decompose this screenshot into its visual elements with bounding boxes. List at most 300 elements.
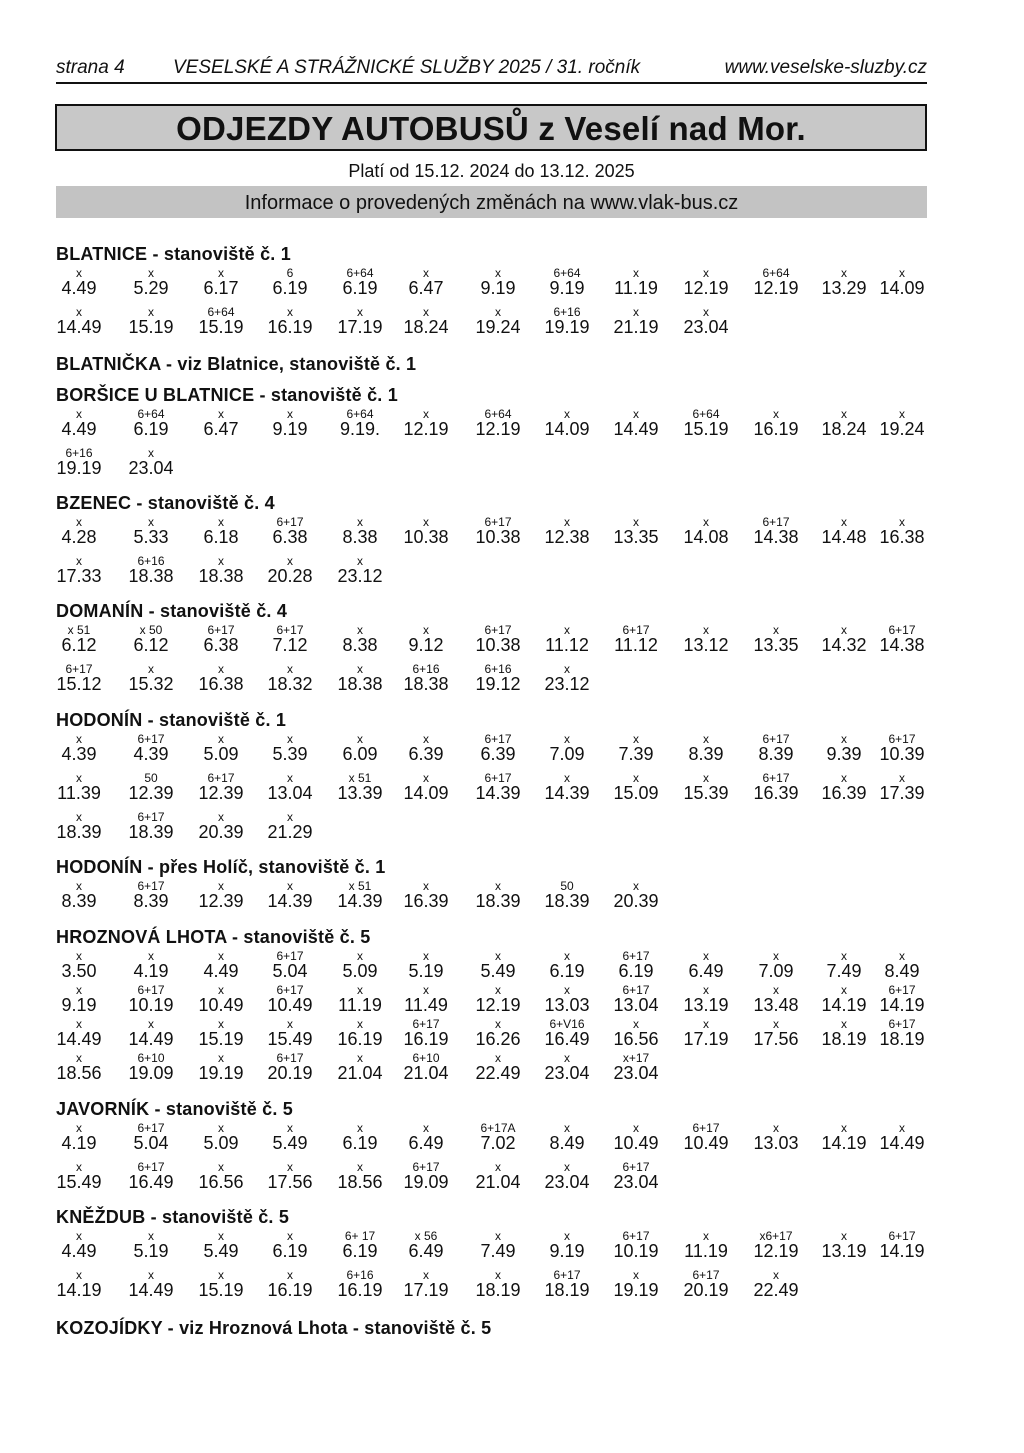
departure-time: 20.19	[683, 1280, 729, 1300]
departure-note: 6+17	[762, 515, 790, 529]
departure-time: 16.39	[821, 783, 867, 803]
departure-note: x	[841, 515, 847, 529]
departure-time: 15.49	[267, 1029, 313, 1049]
departure-note: 6+17	[762, 771, 790, 785]
departure-time: 23.04	[613, 1172, 659, 1192]
departure-note: 6+17	[622, 983, 650, 997]
departure-time: 6.19	[342, 1241, 378, 1261]
departure-note: 6+64	[484, 407, 512, 421]
departure-time: 14.48	[821, 527, 867, 547]
departure-note: x	[703, 515, 709, 529]
departure-note: x	[423, 949, 429, 963]
departure-time: 13.35	[753, 635, 799, 655]
departure-note: 6+17	[137, 879, 165, 893]
page-number: strana 4	[56, 57, 125, 78]
departure-note: x 51	[348, 771, 372, 785]
stop-heading: HODONÍN - přes Holíč, stanoviště č. 1	[56, 857, 386, 877]
departure-time: 17.19	[683, 1029, 729, 1049]
departure-time: 11.39	[57, 783, 101, 803]
departure-note: x	[287, 1160, 293, 1174]
departure-time: 8.39	[758, 744, 794, 764]
departure-time: 19.09	[403, 1172, 449, 1192]
departure-time: 8.38	[342, 635, 378, 655]
departure-time: 5.04	[272, 961, 308, 981]
departure-time: 13.12	[683, 635, 729, 655]
departure-time: 16.49	[128, 1172, 174, 1192]
departure-time: 14.09	[544, 419, 590, 439]
departure-time: 4.49	[61, 419, 97, 439]
departure-note: x	[899, 1121, 905, 1135]
departure-time: 5.04	[133, 1133, 169, 1153]
departure-time: 8.49	[884, 961, 920, 981]
departure-time: 10.19	[613, 1241, 659, 1261]
departure-note: x	[76, 515, 82, 529]
departure-time: 8.39	[133, 891, 169, 911]
departure-note: x	[423, 983, 429, 997]
departure-note: 6+17	[622, 1229, 650, 1243]
departure-note: x	[287, 1121, 293, 1135]
departure-note: x	[773, 1121, 779, 1135]
departure-note: 6+17	[137, 732, 165, 746]
departure-note: x	[423, 515, 429, 529]
departure-time: 23.04	[683, 317, 729, 337]
departure-time: 18.32	[267, 674, 313, 694]
departure-time: 4.39	[61, 744, 97, 764]
departure-note: x	[703, 983, 709, 997]
departure-time: 23.04	[128, 458, 174, 478]
departure-time: 8.49	[549, 1133, 585, 1153]
departure-note: x	[218, 266, 224, 280]
departure-note: 6+17	[692, 1121, 720, 1135]
departure-note: x	[495, 1017, 501, 1031]
departure-note: 6+17	[888, 1229, 916, 1243]
departure-note: 6+16	[65, 446, 93, 460]
departure-time: 14.49	[128, 1280, 174, 1300]
departure-time: 5.33	[133, 527, 169, 547]
departure-note: x	[703, 623, 709, 637]
departure-note: 6+17	[888, 983, 916, 997]
departure-note: x	[76, 810, 82, 824]
departure-time: 11.12	[545, 635, 589, 655]
departure-time: 13.39	[337, 783, 383, 803]
departure-note: x	[633, 1268, 639, 1282]
departure-time: 10.38	[475, 527, 521, 547]
departure-note: x	[423, 771, 429, 785]
departure-note: x	[76, 879, 82, 893]
departure-note: x	[703, 1017, 709, 1031]
departure-note: 6+64	[692, 407, 720, 421]
departure-time: 15.19	[683, 419, 729, 439]
departure-note: x	[148, 949, 154, 963]
departure-time: 15.09	[613, 783, 659, 803]
departure-time: 15.19	[128, 317, 174, 337]
departure-note: x	[703, 1229, 709, 1243]
departure-note: x	[495, 305, 501, 319]
departure-note: x	[564, 515, 570, 529]
stop-heading: KNĚŽDUB - stanoviště č. 5	[56, 1207, 290, 1227]
departure-note: x	[148, 515, 154, 529]
departure-time: 14.19	[879, 995, 925, 1015]
departure-time: 5.49	[203, 1241, 239, 1261]
departure-note: 6	[286, 266, 294, 280]
departure-note: x	[287, 305, 293, 319]
departure-time: 11.49	[404, 995, 448, 1015]
departure-time: 4.49	[61, 278, 97, 298]
departure-time: 6.18	[203, 527, 239, 547]
departure-time: 9.39	[826, 744, 862, 764]
departure-note: 50	[144, 771, 158, 785]
page-title: ODJEZDY AUTOBUSŮ z Veselí nad Mor.	[55, 104, 927, 151]
departure-time: 15.19	[198, 317, 244, 337]
departure-time: 20.28	[267, 566, 313, 586]
departure-note: x	[76, 266, 82, 280]
departure-note: x	[148, 305, 154, 319]
departure-note: 6+17	[622, 1160, 650, 1174]
departure-note: x	[633, 1017, 639, 1031]
departure-note: x 51	[67, 623, 91, 637]
departure-time: 23.04	[544, 1172, 590, 1192]
departure-time: 11.12	[614, 635, 658, 655]
departure-time: 18.38	[198, 566, 244, 586]
departure-note: 6+17	[484, 732, 512, 746]
departure-note: 6+17	[276, 515, 304, 529]
departure-time: 14.39	[337, 891, 383, 911]
departure-note: x	[76, 407, 82, 421]
departure-note: x	[218, 1229, 224, 1243]
departure-time: 14.08	[683, 527, 729, 547]
departure-time: 14.38	[753, 527, 799, 547]
departure-note: 6+17	[207, 623, 235, 637]
departure-time: 23.12	[544, 674, 590, 694]
departure-time: 6.49	[688, 961, 724, 981]
departure-time: 14.19	[879, 1241, 925, 1261]
departure-note: x	[357, 554, 363, 568]
departure-note: x	[633, 305, 639, 319]
departure-note: 6+17A	[480, 1121, 516, 1135]
stop-heading: BLATNIČKA - viz Blatnice, stanoviště č. 1	[56, 354, 417, 374]
stop-heading: DOMANÍN - stanoviště č. 4	[56, 601, 288, 621]
departure-time: 10.19	[128, 995, 174, 1015]
departure-time: 21.29	[267, 822, 313, 842]
departure-time: 10.49	[683, 1133, 729, 1153]
stop-heading: HROZNOVÁ LHOTA - stanoviště č. 5	[56, 927, 371, 947]
departure-note: x	[218, 949, 224, 963]
departure-note: x	[218, 1121, 224, 1135]
departure-note: x	[423, 1268, 429, 1282]
departure-note: x	[357, 949, 363, 963]
departure-note: x	[899, 949, 905, 963]
departure-time: 14.39	[267, 891, 313, 911]
departure-time: 17.39	[879, 783, 925, 803]
departure-note: x	[218, 515, 224, 529]
departure-time: 11.19	[614, 278, 658, 298]
departure-time: 13.29	[821, 278, 867, 298]
departure-note: x	[564, 623, 570, 637]
departure-note: x	[218, 1160, 224, 1174]
departure-time: 13.19	[821, 1241, 867, 1261]
departure-time: 6.49	[408, 1241, 444, 1261]
departure-note: x	[76, 1160, 82, 1174]
departure-time: 18.39	[56, 822, 102, 842]
departure-note: x	[218, 879, 224, 893]
departure-time: 7.09	[758, 961, 794, 981]
departure-note: 6+17	[553, 1268, 581, 1282]
departure-note: x	[423, 305, 429, 319]
departure-note: x	[218, 407, 224, 421]
departure-time: 23.04	[613, 1063, 659, 1083]
departure-note: x	[287, 554, 293, 568]
departure-note: 6+64	[762, 266, 790, 280]
departure-note: x	[148, 1229, 154, 1243]
departure-time: 17.19	[337, 317, 383, 337]
departure-note: x	[423, 407, 429, 421]
departure-note: 6+17	[276, 983, 304, 997]
departure-note: x	[841, 949, 847, 963]
departure-time: 4.19	[133, 961, 169, 981]
departure-note: x	[633, 732, 639, 746]
departure-time: 19.24	[879, 419, 925, 439]
departure-time: 6.19	[549, 961, 585, 981]
departure-time: 14.32	[821, 635, 867, 655]
departure-time: 6.09	[342, 744, 378, 764]
departure-note: x	[495, 1051, 501, 1065]
departure-time: 14.39	[544, 783, 590, 803]
departure-note: x	[76, 305, 82, 319]
departure-time: 16.19	[267, 1280, 313, 1300]
departure-note: x	[218, 1268, 224, 1282]
departure-note: x	[423, 879, 429, 893]
departure-time: 12.38	[544, 527, 590, 547]
stop-heading: BZENEC - stanoviště č. 4	[56, 493, 275, 513]
departure-time: 5.09	[203, 744, 239, 764]
departure-note: 6+16	[412, 662, 440, 676]
departure-time: 15.19	[198, 1029, 244, 1049]
departure-time: 12.19	[753, 278, 799, 298]
departure-time: 18.38	[128, 566, 174, 586]
stop-heading: JAVORNÍK - stanoviště č. 5	[56, 1099, 293, 1119]
departure-note: 6+ 17	[344, 1229, 376, 1243]
departure-time: 3.50	[61, 961, 97, 981]
departure-note: x	[841, 983, 847, 997]
departure-time: 14.49	[879, 1133, 925, 1153]
departure-note: 6+17	[484, 515, 512, 529]
departure-time: 8.38	[342, 527, 378, 547]
departure-note: 6+16	[553, 305, 581, 319]
departure-note: 6+17	[622, 949, 650, 963]
publication-title: VESELSKÉ A STRÁŽNICKÉ SLUŽBY 2025 / 31. ročník	[173, 57, 641, 78]
departure-time: 16.56	[198, 1172, 244, 1192]
departure-time: 10.49	[267, 995, 313, 1015]
stop-heading: HODONÍN - stanoviště č. 1	[56, 710, 287, 730]
departure-note: x	[773, 949, 779, 963]
departure-time: 5.19	[408, 961, 444, 981]
departure-time: 23.12	[337, 566, 383, 586]
departure-note: x	[495, 1229, 501, 1243]
departure-note: x	[495, 266, 501, 280]
departure-time: 21.04	[475, 1172, 521, 1192]
departure-note: 6+17	[65, 662, 93, 676]
departure-note: x	[357, 662, 363, 676]
departure-time: 16.49	[544, 1029, 590, 1049]
departure-time: 6.38	[272, 527, 308, 547]
departure-time: 18.19	[821, 1029, 867, 1049]
departure-time: 6.38	[203, 635, 239, 655]
departure-time: 9.19	[549, 278, 585, 298]
departure-time: 14.49	[613, 419, 659, 439]
departure-note: x	[841, 1229, 847, 1243]
departure-note: x	[287, 1229, 293, 1243]
departure-time: 22.49	[753, 1280, 799, 1300]
departure-time: 14.38	[879, 635, 925, 655]
departure-time: 5.19	[133, 1241, 169, 1261]
departure-note: x	[357, 305, 363, 319]
departure-note: x	[773, 983, 779, 997]
departure-time: 13.03	[544, 995, 590, 1015]
departure-time: 8.39	[61, 891, 97, 911]
departure-note: 6+17	[888, 732, 916, 746]
departure-note: x	[495, 1268, 501, 1282]
departure-note: 6+64	[346, 407, 374, 421]
departure-time: 10.49	[613, 1133, 659, 1153]
departure-time: 12.19	[403, 419, 449, 439]
departure-time: 5.49	[272, 1133, 308, 1153]
departure-note: x	[564, 1051, 570, 1065]
departure-note: x	[495, 1160, 501, 1174]
departure-note: 6+V16	[549, 1017, 585, 1031]
departure-note: x	[423, 732, 429, 746]
departure-note: x	[564, 1121, 570, 1135]
departure-time: 15.49	[56, 1172, 102, 1192]
departure-time: 12.39	[198, 891, 244, 911]
departure-time: 4.49	[61, 1241, 97, 1261]
departure-time: 16.19	[337, 1029, 383, 1049]
departure-note: x	[841, 1017, 847, 1031]
validity-period: Platí od 15.12. 2024 do 13.12. 2025	[348, 161, 635, 181]
departure-time: 12.19	[475, 419, 521, 439]
departure-note: 6+17	[622, 623, 650, 637]
departure-note: x	[218, 1051, 224, 1065]
departure-time: 4.28	[61, 527, 97, 547]
departure-time: 7.49	[480, 1241, 516, 1261]
departure-time: 6.39	[480, 744, 516, 764]
departure-note: x	[703, 771, 709, 785]
departure-time: 7.49	[826, 961, 862, 981]
departure-note: x	[218, 732, 224, 746]
departure-note: 6+16	[484, 662, 512, 676]
departure-note: x	[76, 1268, 82, 1282]
departure-note: x	[357, 983, 363, 997]
departure-note: x	[773, 1268, 779, 1282]
departure-note: x	[357, 623, 363, 637]
departure-time: 8.39	[688, 744, 724, 764]
departure-note: x 56	[414, 1229, 438, 1243]
departure-time: 7.12	[272, 635, 308, 655]
departure-note: x	[564, 1160, 570, 1174]
departure-time: 12.19	[475, 995, 521, 1015]
departure-time: 14.49	[56, 1029, 102, 1049]
departure-note: 6+64	[137, 407, 165, 421]
departure-time: 9.19.	[339, 419, 381, 439]
departure-note: 6+16	[346, 1268, 374, 1282]
departure-time: 16.19	[403, 1029, 449, 1049]
departure-note: x	[841, 771, 847, 785]
departure-note: x	[773, 623, 779, 637]
departure-note: x	[495, 983, 501, 997]
departure-note: x	[633, 266, 639, 280]
departure-time: 13.03	[753, 1133, 799, 1153]
departure-note: x	[76, 949, 82, 963]
departure-note: x	[564, 771, 570, 785]
departure-note: x	[357, 1121, 363, 1135]
departure-time: 14.49	[56, 317, 102, 337]
departure-note: x	[633, 771, 639, 785]
departure-time: 14.09	[879, 278, 925, 298]
departure-time: 17.56	[267, 1172, 313, 1192]
departure-time: 10.38	[403, 527, 449, 547]
departure-note: x	[841, 623, 847, 637]
departure-note: x	[287, 407, 293, 421]
departure-time: 6.39	[408, 744, 444, 764]
departure-time: 13.48	[753, 995, 799, 1015]
departure-time: 15.19	[198, 1280, 244, 1300]
departure-note: x	[357, 1051, 363, 1065]
stop-heading: BLATNICE - stanoviště č. 1	[56, 244, 291, 264]
departure-time: 18.56	[56, 1063, 102, 1083]
departure-note: x	[148, 446, 154, 460]
departure-note: x	[564, 407, 570, 421]
departure-note: x	[76, 771, 82, 785]
departure-note: x	[218, 1017, 224, 1031]
departure-time: 13.04	[267, 783, 313, 803]
departure-time: 18.56	[337, 1172, 383, 1192]
departure-note: x	[423, 1121, 429, 1135]
departure-note: x	[841, 407, 847, 421]
departure-time: 6.49	[408, 1133, 444, 1153]
departure-note: x	[357, 515, 363, 529]
departure-time: 21.19	[613, 317, 659, 337]
departure-time: 9.19	[61, 995, 97, 1015]
departure-time: 12.19	[683, 278, 729, 298]
departure-time: 18.38	[403, 674, 449, 694]
departure-note: x 51	[348, 879, 372, 893]
departure-note: x	[423, 266, 429, 280]
departure-note: 50	[560, 879, 574, 893]
departure-time: 6.19	[618, 961, 654, 981]
departure-time: 16.39	[403, 891, 449, 911]
departure-note: 6+10	[137, 1051, 165, 1065]
departure-time: 16.56	[613, 1029, 659, 1049]
departure-note: x	[633, 1121, 639, 1135]
departure-time: 6.12	[61, 635, 97, 655]
departure-time: 13.04	[613, 995, 659, 1015]
departure-note: x	[357, 1017, 363, 1031]
departure-time: 7.09	[549, 744, 585, 764]
header-divider	[56, 82, 927, 84]
departure-time: 6.19	[272, 1241, 308, 1261]
departure-note: x	[899, 266, 905, 280]
info-banner: Informace o provedených změnách na www.vlak-bus.cz	[56, 186, 927, 218]
departure-note: x	[899, 407, 905, 421]
departure-time: 5.29	[133, 278, 169, 298]
departure-note: x	[148, 1268, 154, 1282]
departure-note: x	[703, 732, 709, 746]
departure-note: 6+17	[276, 1051, 304, 1065]
departure-note: 6+17	[484, 771, 512, 785]
departure-note: x	[287, 771, 293, 785]
departure-note: x	[287, 879, 293, 893]
departure-time: 7.39	[618, 744, 654, 764]
departure-note: 6+17	[888, 1017, 916, 1031]
